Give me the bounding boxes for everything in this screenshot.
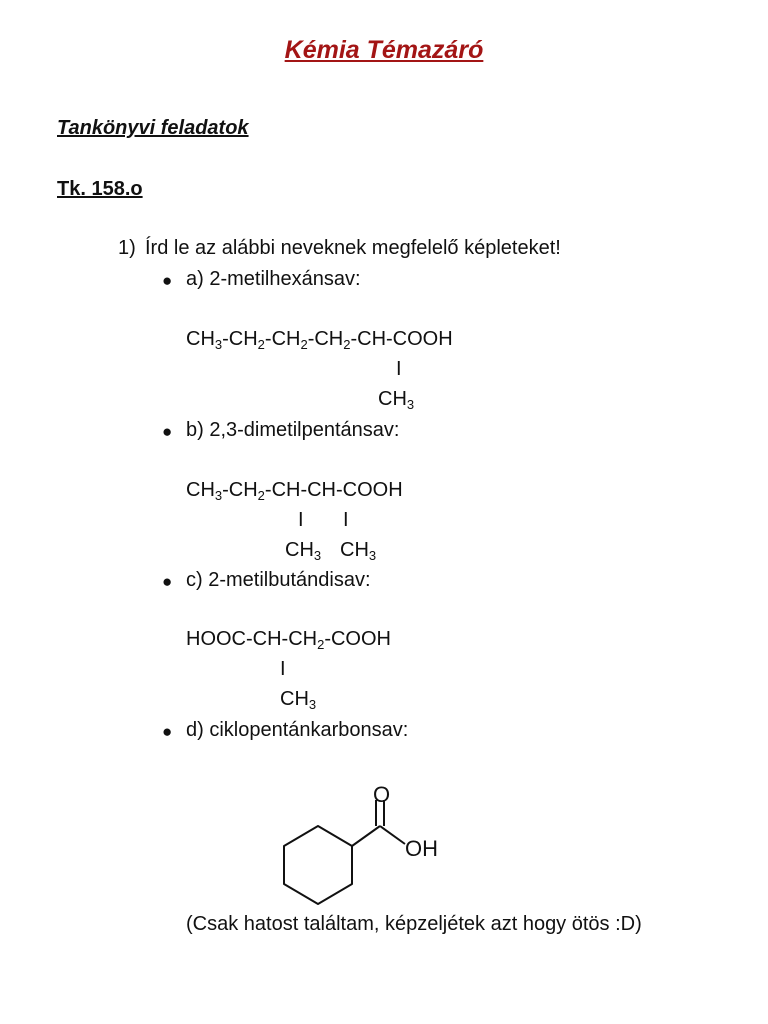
formula-c-branch: $CH_3$ <box>280 688 317 712</box>
cyclohexanecarboxylic-acid-structure <box>270 770 470 910</box>
formula-a-bond: I <box>396 358 402 380</box>
formula-b-branch-1: $CH_3$ <box>285 539 322 563</box>
formula-b-bond-2: I <box>343 509 349 531</box>
note-text: (Csak hatost találtam, képzeljétek azt hogy ötös :D) <box>186 913 642 935</box>
formula-a-main: $CH_3-CH_2-CH_2-CH_2-CH$-COOH <box>186 328 453 352</box>
ring-to-carboxyl-bond <box>352 826 380 846</box>
oxygen-atom-label: O <box>373 782 391 807</box>
formula-b-main: $CH_3-CH_2-CH-CH$-COOH <box>186 479 403 503</box>
bullet: ● <box>162 422 173 441</box>
task-text: Írd le az alábbi neveknek megfelelő képleteket! <box>145 237 561 259</box>
subsection-heading: Tk. 158.o <box>57 178 143 200</box>
hydroxyl-bond <box>380 826 405 844</box>
page-title: Kémia Témazáró <box>284 36 484 64</box>
item-label-a: a) 2-metilhexánsav: <box>186 268 361 290</box>
formula-a-branch: $CH_3$ <box>378 388 415 412</box>
task-number: 1) <box>118 237 136 259</box>
section-heading: Tankönyvi feladatok <box>57 117 249 139</box>
bullet: ● <box>162 572 173 591</box>
formula-c-main: HOOC-$CH-CH_2$-COOH <box>186 628 391 652</box>
hydroxyl-label: OH <box>405 836 438 861</box>
formula-b-bond-1: I <box>298 509 304 531</box>
bullet: ● <box>162 722 173 741</box>
formula-c-bond: I <box>280 658 286 680</box>
item-label-c: c) 2-metilbutándisav: <box>186 569 371 591</box>
item-label-d: d) ciklopentánkarbonsav: <box>186 719 409 741</box>
formula-b-branch-2: $CH_3$ <box>340 539 377 563</box>
cyclohexane-ring <box>284 826 352 904</box>
item-label-b: b) 2,3-dimetilpentánsav: <box>186 419 400 441</box>
bullet: ● <box>162 271 173 290</box>
